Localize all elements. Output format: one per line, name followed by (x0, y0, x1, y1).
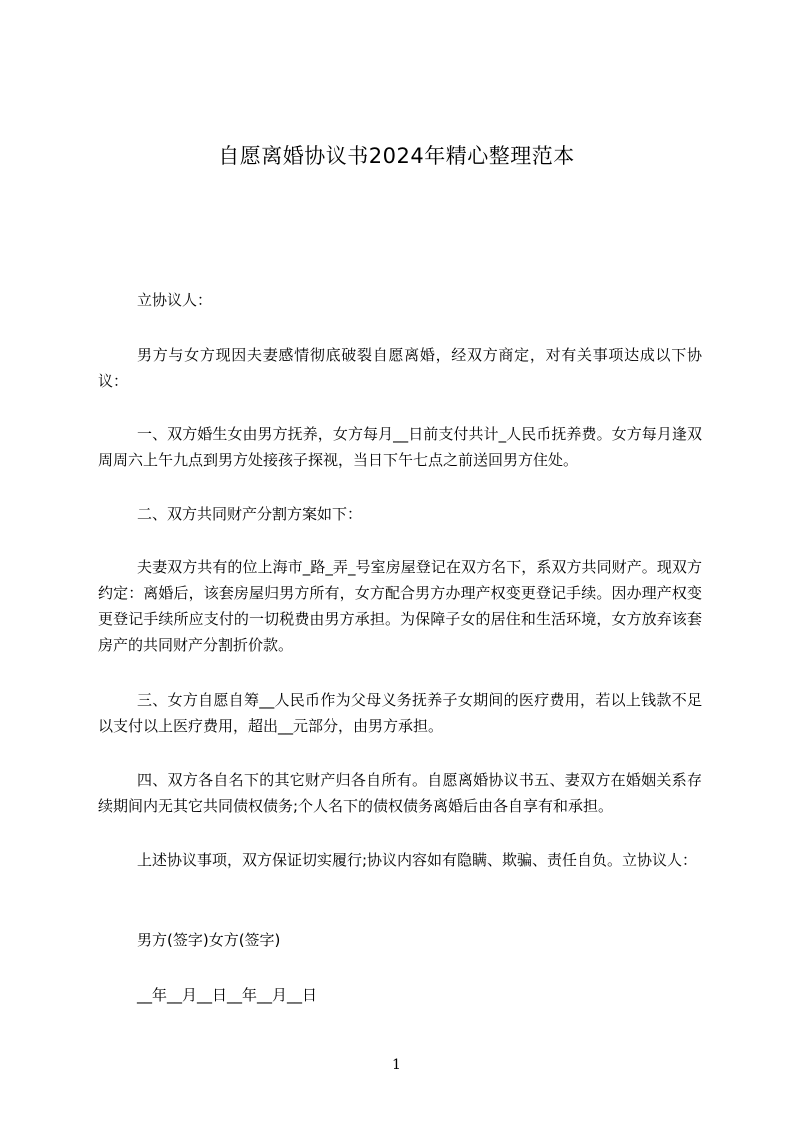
paragraph-signatures: 男方(签字)女方(签字) (137, 931, 281, 949)
paragraph-parties: 立协议人： (137, 291, 213, 309)
paragraph-intro: 男方与女方现因夫妻感情彻底破裂自愿离婚，经双方商定，对有关事项达成以下协议： (98, 346, 702, 390)
paragraph-other-assets: 四、双方各自名下的其它财产归各自所有。自愿离婚协议书五、妻双方在婚姻关系存续期间内无其它共同债权债务;个人名下的债权债务离婚后由各自享有和承担。 (98, 771, 702, 815)
paragraph-property-heading: 二、双方共同财产分割方案如下： (137, 505, 363, 523)
paragraph-property-details: 夫妻双方共有的位上海市_路_弄_号室房屋登记在双方名下，系双方共同财产。现双方约定：离婚后，该套房屋归男方所有，女方配合男方办理产权变更登记手续。因办理产权变更登记手续所应支付的一切税费由男方承担。为保障子女的居住和生活环境，女方放弃该套房产的共同财产分割折价款。 (98, 558, 702, 654)
page-number: 1 (392, 1057, 401, 1073)
paragraph-medical: 三、女方自愿自筹__人民币作为父母义务抚养子女期间的医疗费用，若以上钱款不足以支付以上医疗费用，超出__元部分，由男方承担。 (98, 691, 702, 735)
document-title: 自愿离婚协议书2024年精心整理范本 (218, 144, 575, 168)
paragraph-guarantee: 上述协议事项，双方保证切实履行;协议内容如有隐瞒、欺骗、责任自负。立协议人： (137, 851, 698, 869)
paragraph-dates: __年__月__日__年__月__日 (137, 986, 318, 1004)
paragraph-custody: 一、双方婚生女由男方抚养，女方每月__日前支付共计_人民币抚养费。女方每月逢双周周六上午九点到男方处接孩子探视，当日下午七点之前送回男方住处。 (98, 425, 702, 469)
